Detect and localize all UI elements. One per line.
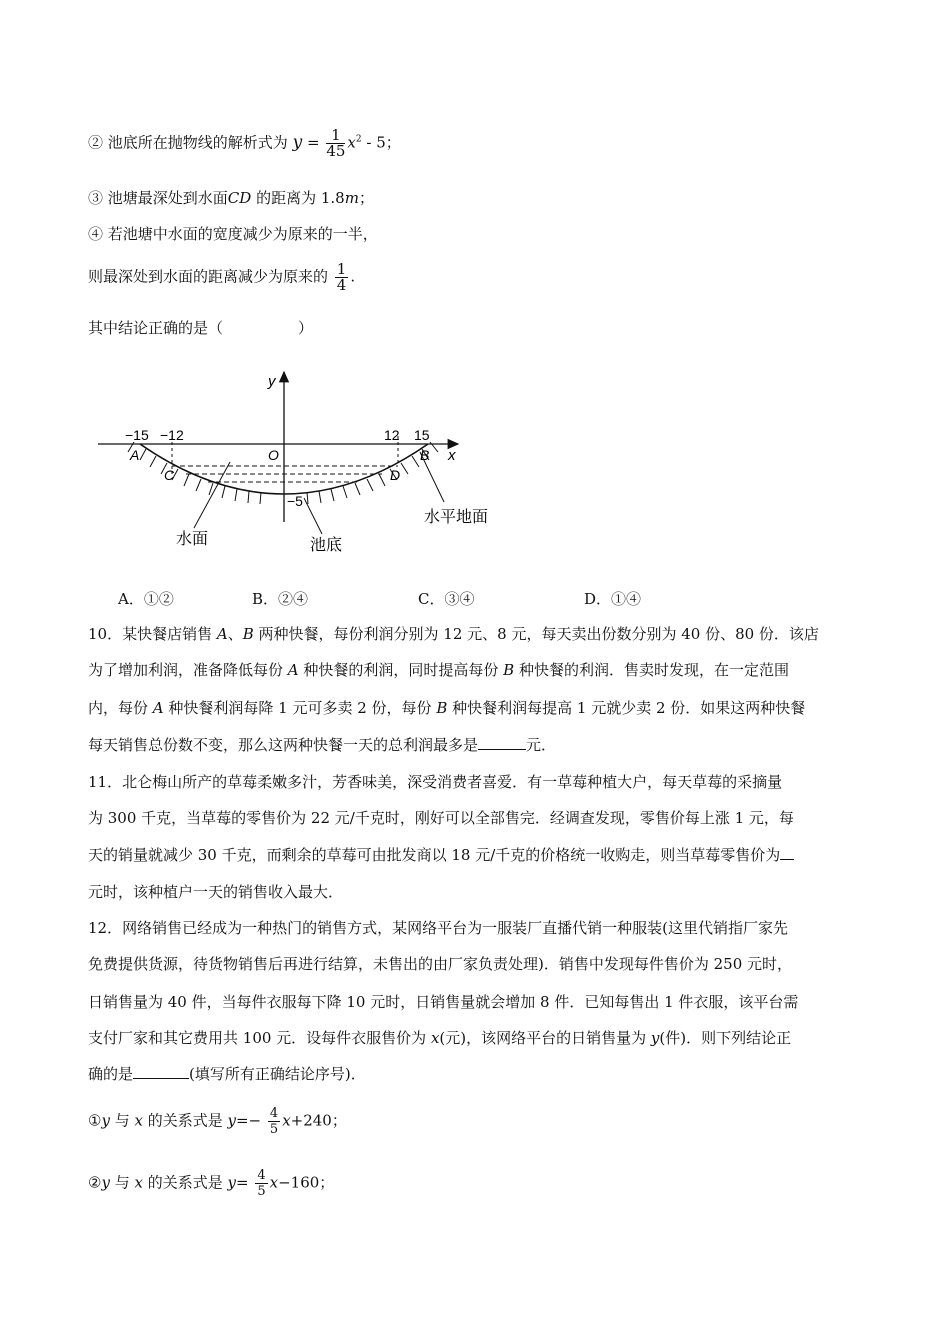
pond-diagram [90, 362, 510, 562]
var-y: y [227, 1173, 236, 1192]
label-water: 水面 [176, 531, 209, 548]
leader-ground [420, 452, 444, 502]
formula-exponent: 2 [355, 134, 362, 145]
option-tail: +240； [290, 1111, 347, 1130]
q12-option-2 [88, 1168, 334, 1199]
statement-2 [88, 128, 401, 159]
q11-line-4 [88, 882, 343, 902]
label-bottom: 池底 [310, 537, 343, 554]
q11-text: 11．北仑梅山所产的草莓柔嫩多汁，芳香味美，深受消费者喜爱．有一草莓种植大户，每天草莓的采摘量 [88, 773, 783, 791]
var-b: B [436, 699, 448, 717]
q12-text: 免费提供货源，待货物销售后再进行结算，未售出的由厂家负责处理)．销售中发现每件售价为 250 元时， [88, 955, 793, 973]
fraction-denominator: 5 [257, 1184, 266, 1199]
q12-text: (填写所有正确结论序号)． [189, 1065, 366, 1083]
x-axis-label: x [448, 447, 456, 464]
q10-text: 种快餐利润每提高 1 元就少卖 2 份．如果这两种快餐 [447, 699, 806, 717]
q11-line-2 [88, 808, 794, 828]
q12-line-5 [88, 1064, 366, 1084]
leader-bottom [304, 498, 322, 534]
statement-4-text: ④ 若池塘中水面的宽度减少为原来的一半， [88, 225, 378, 243]
option-text: 的关系式是 [142, 1111, 228, 1130]
choice-a-letter: A． [118, 590, 144, 608]
fraction-denominator: 4 [336, 276, 347, 294]
x-tick-12: 12 [384, 427, 400, 443]
choice-c-text: ③④ [444, 590, 475, 608]
point-a: A [130, 447, 140, 463]
fraction-numerator: 1 [326, 128, 345, 144]
q10-text: 每天销售总份数不变，那么这两种快餐一天的总利润最多是 [88, 736, 479, 754]
formula-equals: = [306, 133, 320, 152]
var-y: y [101, 1173, 110, 1192]
option-mark: ① [88, 1111, 102, 1130]
formula-fraction [326, 128, 345, 159]
var-x: x [430, 1029, 440, 1047]
question-prompt-text: 其中结论正确的是（ ） [88, 319, 314, 337]
choice-d-text: ①④ [611, 590, 642, 608]
statement-4-cont [88, 262, 355, 293]
q12-text: 12．网络销售已经成为一种热门的销售方式，某网络平台为一服装厂直播代销一种服装(这里代销指厂家先 [88, 919, 788, 937]
x-tick-minus-15: −15 [125, 427, 149, 443]
q11-text: 为 300 千克，当草莓的零售价为 22 元/千克时，刚好可以全部售完．经调查发现，零售价每上涨 1 元，每 [88, 809, 794, 827]
x-tick-minus-12: −12 [160, 427, 184, 443]
q12-text: 确的是 [88, 1065, 134, 1083]
q10-text: 种快餐利润每降 1 元可多卖 2 份，每份 [163, 699, 437, 717]
q12-option-1 [88, 1106, 347, 1137]
point-d: D [390, 467, 401, 483]
label-ground: 水平地面 [424, 509, 489, 526]
point-b: B [420, 447, 430, 463]
q10-line-2 [88, 660, 789, 680]
var-b: B [503, 661, 515, 679]
quarter-fraction [335, 262, 349, 293]
choice-d-letter: D． [584, 590, 612, 608]
q12-text: 支付厂家和其它费用共 100 元．设每件衣服售价为 [88, 1029, 431, 1047]
q10-text: 内，每份 [88, 699, 153, 717]
var-y: y [650, 1029, 660, 1047]
statement-3 [88, 188, 374, 208]
choice-d[interactable] [584, 588, 641, 609]
fraction-numerator: 4 [257, 1168, 266, 1183]
var-x: x [282, 1111, 291, 1130]
q12-line-1 [88, 918, 788, 938]
q10-text: 、 [227, 625, 243, 643]
formula-y: y [292, 132, 303, 153]
q10-line-4 [88, 735, 556, 755]
choice-b-letter: B． [252, 590, 279, 608]
segment-cd: CD [227, 189, 252, 207]
q10-text: 为了增加利润，准备降低每份 [88, 661, 288, 679]
leader-water [194, 462, 230, 528]
choice-a-text: ①② [143, 590, 174, 608]
var-a: A [287, 661, 299, 679]
var-x: x [134, 1111, 143, 1130]
y-axis-label: y [268, 373, 276, 390]
choice-b-text: ②④ [278, 590, 309, 608]
fraction-denominator: 45 [326, 142, 346, 160]
formula-x: x [347, 133, 356, 152]
q12-text: (元)，该网络平台的日销售量为 [439, 1029, 651, 1047]
fraction-numerator: 4 [269, 1106, 279, 1121]
var-x: x [269, 1173, 279, 1192]
q12-line-4 [88, 1028, 791, 1048]
statement-3-label: ③ 池塘最深处到水面 [88, 189, 228, 207]
fraction-denominator: 5 [269, 1122, 279, 1137]
q12-line-3 [88, 992, 798, 1012]
option-sign: =− [235, 1111, 262, 1130]
question-prompt [88, 318, 313, 338]
statement-2-end: ； [385, 133, 401, 152]
option-1-fraction [268, 1106, 280, 1137]
answer-blank-q11[interactable] [780, 845, 794, 860]
option-text: 与 [109, 1173, 135, 1192]
choice-b[interactable] [252, 588, 308, 609]
var-b: B [242, 625, 254, 643]
var-x: x [134, 1173, 143, 1192]
q12-line-2 [88, 954, 792, 974]
q10-text: 种快餐的利润，同时提高每份 [298, 661, 504, 679]
q11-line-3 [88, 845, 794, 865]
option-2-fraction [255, 1168, 267, 1199]
option-mark: ② [88, 1173, 102, 1192]
unit-m: m [344, 189, 359, 207]
q10-text: 两种快餐，每份利润分别为 12 元、8 元，每天卖出份数分别为 40 份、80 份．该店 [253, 625, 819, 643]
statement-3-end: ； [358, 189, 374, 207]
statement-4 [88, 224, 378, 244]
q11-text: 天的销量就减少 30 千克，而剩余的草莓可由批发商以 18 元/千克的价格统一收购走，则当草莓零售价为 [88, 846, 781, 864]
origin-label: O [268, 447, 279, 463]
var-y: y [227, 1111, 236, 1130]
q12-text: (件)．则下列结论正 [659, 1029, 792, 1047]
point-c: C [164, 467, 175, 483]
q10-line-1 [88, 624, 819, 644]
statement-4-cont-text: 则最深处到水面的距离减少为原来的 [88, 267, 329, 286]
var-a: A [152, 699, 164, 717]
fraction-numerator: 1 [336, 260, 347, 278]
q10-text: 10．某快餐店销售 [88, 625, 217, 643]
x-tick-15: 15 [414, 427, 430, 443]
formula-tail: - 5 [361, 133, 386, 152]
q12-text: 日销售量为 40 件，当每件衣服每下降 10 元时，日销售量就会增加 8 件．已知每售出 1 件衣服，该平台需 [88, 993, 799, 1011]
q10-line-3 [88, 698, 805, 718]
option-tail: −160； [278, 1173, 335, 1192]
q11-text: 元时，该种植户一天的销售收入最大． [88, 883, 344, 901]
answer-blank-q12[interactable] [133, 1064, 189, 1079]
var-a: A [216, 625, 228, 643]
statement-3-mid: 的距离为 1.8 [251, 189, 345, 207]
statement-4-end: . [350, 267, 356, 286]
y-tick-minus-5: −5 [287, 493, 303, 509]
option-sign: = [235, 1173, 249, 1192]
q10-text: 元． [526, 736, 557, 754]
answer-blank-q10[interactable] [478, 735, 526, 750]
q11-line-1 [88, 772, 782, 792]
var-y: y [101, 1111, 110, 1130]
statement-2-label: ② 池底所在抛物线的解析式为 [88, 133, 288, 152]
choice-c-letter: C． [418, 590, 445, 608]
q10-text: 种快餐的利润．售卖时发现，在一定范围 [514, 661, 789, 679]
option-text: 与 [109, 1111, 135, 1130]
choice-a[interactable] [118, 588, 174, 609]
choice-c[interactable] [418, 588, 475, 609]
option-text: 的关系式是 [142, 1173, 228, 1192]
